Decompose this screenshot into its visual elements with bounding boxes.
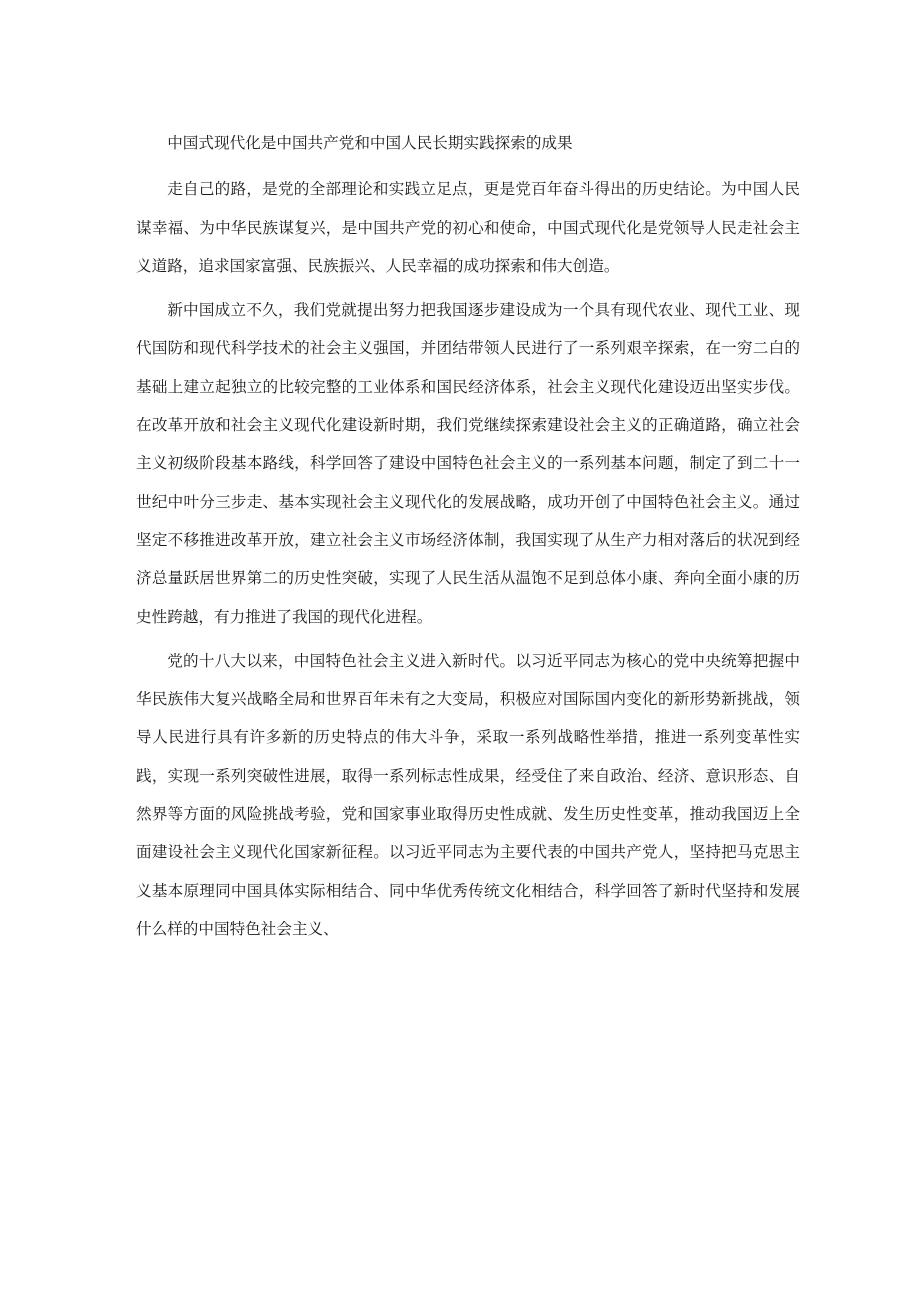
paragraph-3: 党的十八大以来，中国特色社会主义进入新时代。以习近平同志为核心的党中央统筹把握中华民族伟大复兴战略全局和世界百年未有之大变局，积极应对国际国内变化的新形势新挑战，领导人民进行具有许多新的历史特点的伟大斗争，采取一系列战略性举措，推进一系列变革性实践，实现一系列突破性进展，取得一系列标志性成果，经受住了来自政治、经济、意识形态、自然界等方面的风险挑战考验，党和国家事业取得历史性成就、发生历史性变革，推动我国迈上全面建设社会主义现代化国家新征程。以习近平同志为主要代表的中国共产党人，坚持把马克思主义基本原理同中国具体实际相结合、同中华优秀传统文化相结合，科学回答了新时代坚持和发展什么样的中国特色社会主义、 (136, 651, 800, 938)
paragraph-2: 新中国成立不久，我们党就提出努力把我国逐步建设成为一个具有现代农业、现代工业、现代国防和现代科学技术的社会主义强国，并团结带领人民进行了一系列艰辛探索，在一穷二白的基础上建立起独立的比较完整的工业体系和国民经济体系，社会主义现代化建设迈出坚实步伐。在改革开放和社会主义现代化建设新时期，我们党继续探索建设社会主义的正确道路，确立社会主义初级阶段基本路线，科学回答了建设中国特色社会主义的一系列基本问题，制定了到二十一世纪中叶分三步走、基本实现社会主义现代化的发展战略，成功开创了中国特色社会主义。通过坚定不移推进改革开放，建立社会主义市场经济体制，我国实现了从生产力相对落后的状况到经济总量跃居世界第二的历史性突破，实现了人民生活从温饱不足到总体小康、奔向全面小康的历史性跨越，有力推进了我国的现代化进程。 (136, 301, 800, 626)
document-body (136, 124, 800, 954)
document-title: 中国式现代化是中国共产党和中国人民长期实践探索的成果 (167, 134, 573, 152)
paragraph-1: 走自己的路，是党的全部理论和实践立足点，更是党百年奋斗得出的历史结论。为中国人民谋幸福、为中华民族谋复兴，是中国共产党的初心和使命，中国式现代化是党领导人民走社会主义道路，追求国家富强、民族振兴、人民幸福的成功探索和伟大创造。 (136, 180, 800, 275)
